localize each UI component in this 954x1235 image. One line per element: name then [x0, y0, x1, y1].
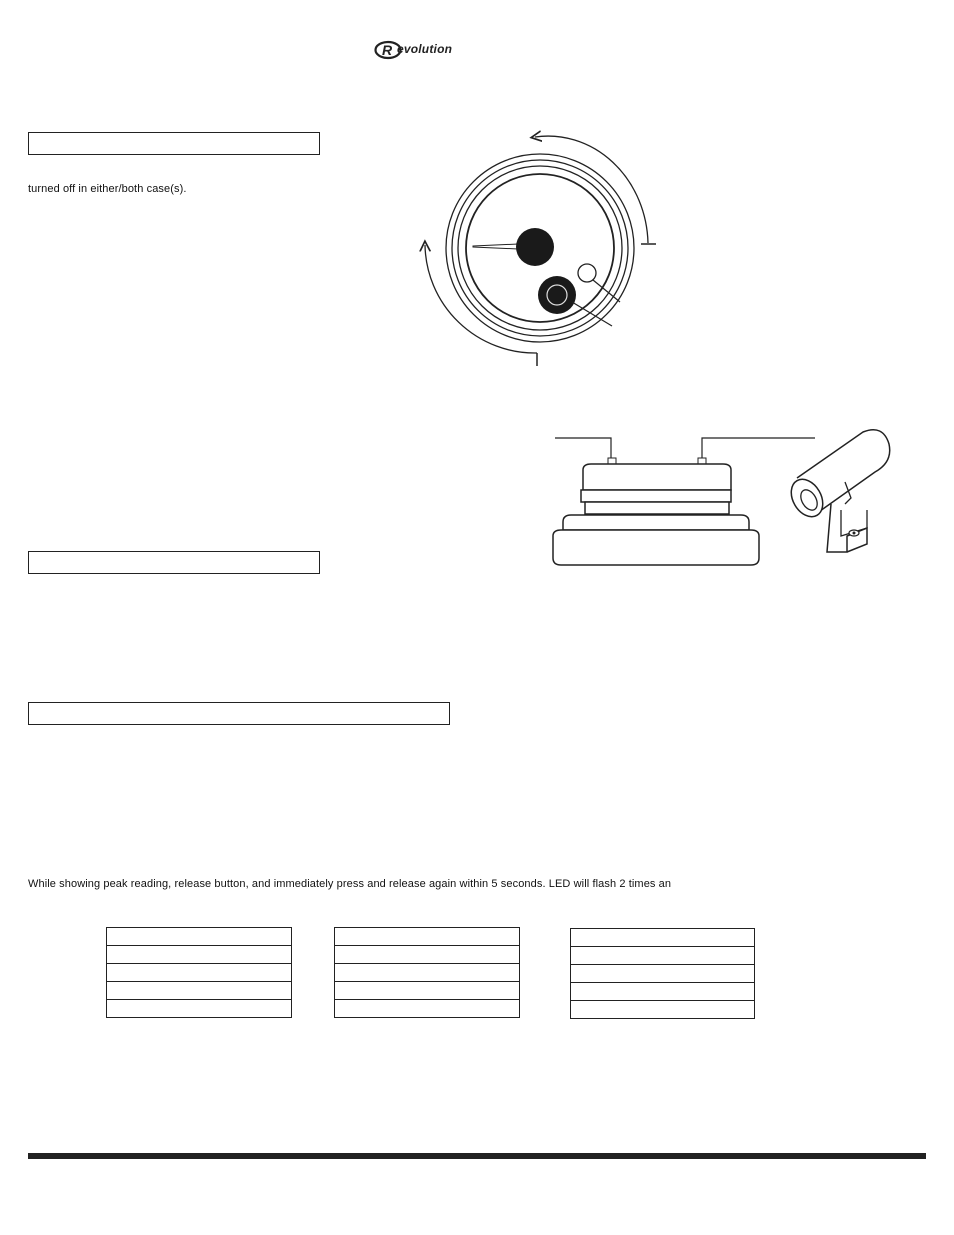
- table-cell: [571, 965, 755, 983]
- table-row: [107, 946, 292, 964]
- gauge-stud-right: [698, 458, 706, 464]
- table-row: [107, 964, 292, 982]
- gauge-button: [538, 276, 576, 314]
- table-cell: [335, 928, 520, 946]
- table-3: [570, 928, 755, 1019]
- table-row: [571, 983, 755, 1001]
- table-row: [335, 928, 520, 946]
- gauge-ring-band: [581, 490, 731, 502]
- footer-rule: [28, 1153, 926, 1159]
- table-row: [107, 982, 292, 1000]
- logo-mark: R: [382, 42, 393, 58]
- callout-left-leader: [555, 438, 611, 462]
- gauge-stud-left: [608, 458, 616, 464]
- table-2: [334, 927, 520, 1018]
- table-1: [106, 927, 292, 1018]
- rotation-arrow-bottom: [425, 245, 537, 353]
- callout-led-line: [593, 280, 620, 302]
- gauge-side-and-mount-diagram: [545, 418, 895, 578]
- gauge-led-indicator: [578, 264, 596, 282]
- table-cell: [107, 982, 292, 1000]
- table-cell: [335, 982, 520, 1000]
- table-cell: [335, 946, 520, 964]
- gauge-pod-mount: [785, 430, 890, 552]
- gauge-bezel-step: [563, 515, 749, 530]
- table-cell: [335, 964, 520, 982]
- paragraph-peak-reading: While showing peak reading, release button, and immediately press and release again within 5 seconds. LED will flash 2 times an: [28, 878, 672, 890]
- table-cell: [571, 983, 755, 1001]
- table-cell: [571, 947, 755, 965]
- gauge-face-diagram: [400, 125, 670, 375]
- table-cell: [571, 929, 755, 947]
- section-header-2: [28, 551, 320, 574]
- table-cell: [335, 1000, 520, 1018]
- gauge-front-bezel: [553, 530, 759, 565]
- paragraph-case-off: turned off in either/both case(s).: [28, 183, 187, 195]
- table-row: [107, 1000, 292, 1018]
- table-row: [571, 929, 755, 947]
- section-header-3: [28, 702, 450, 725]
- table-row: [107, 928, 292, 946]
- table-row: [335, 982, 520, 1000]
- table-row: [335, 946, 520, 964]
- section-header-1: [28, 132, 320, 155]
- table-cell: [107, 946, 292, 964]
- table-row: [571, 965, 755, 983]
- table-cell: [107, 964, 292, 982]
- gauge-back-cap: [583, 464, 731, 490]
- table-cell: [107, 1000, 292, 1018]
- gauge-needle-hub: [516, 228, 554, 266]
- gauge-collar: [585, 502, 729, 514]
- logo-text: evolution: [397, 42, 453, 56]
- table-cell: [107, 928, 292, 946]
- table-cell: [571, 1001, 755, 1019]
- table-row: [571, 1001, 755, 1019]
- gauge-needle: [473, 244, 518, 249]
- table-row: [335, 1000, 520, 1018]
- callout-right-leader: [702, 438, 815, 462]
- table-row: [571, 947, 755, 965]
- table-row: [335, 964, 520, 982]
